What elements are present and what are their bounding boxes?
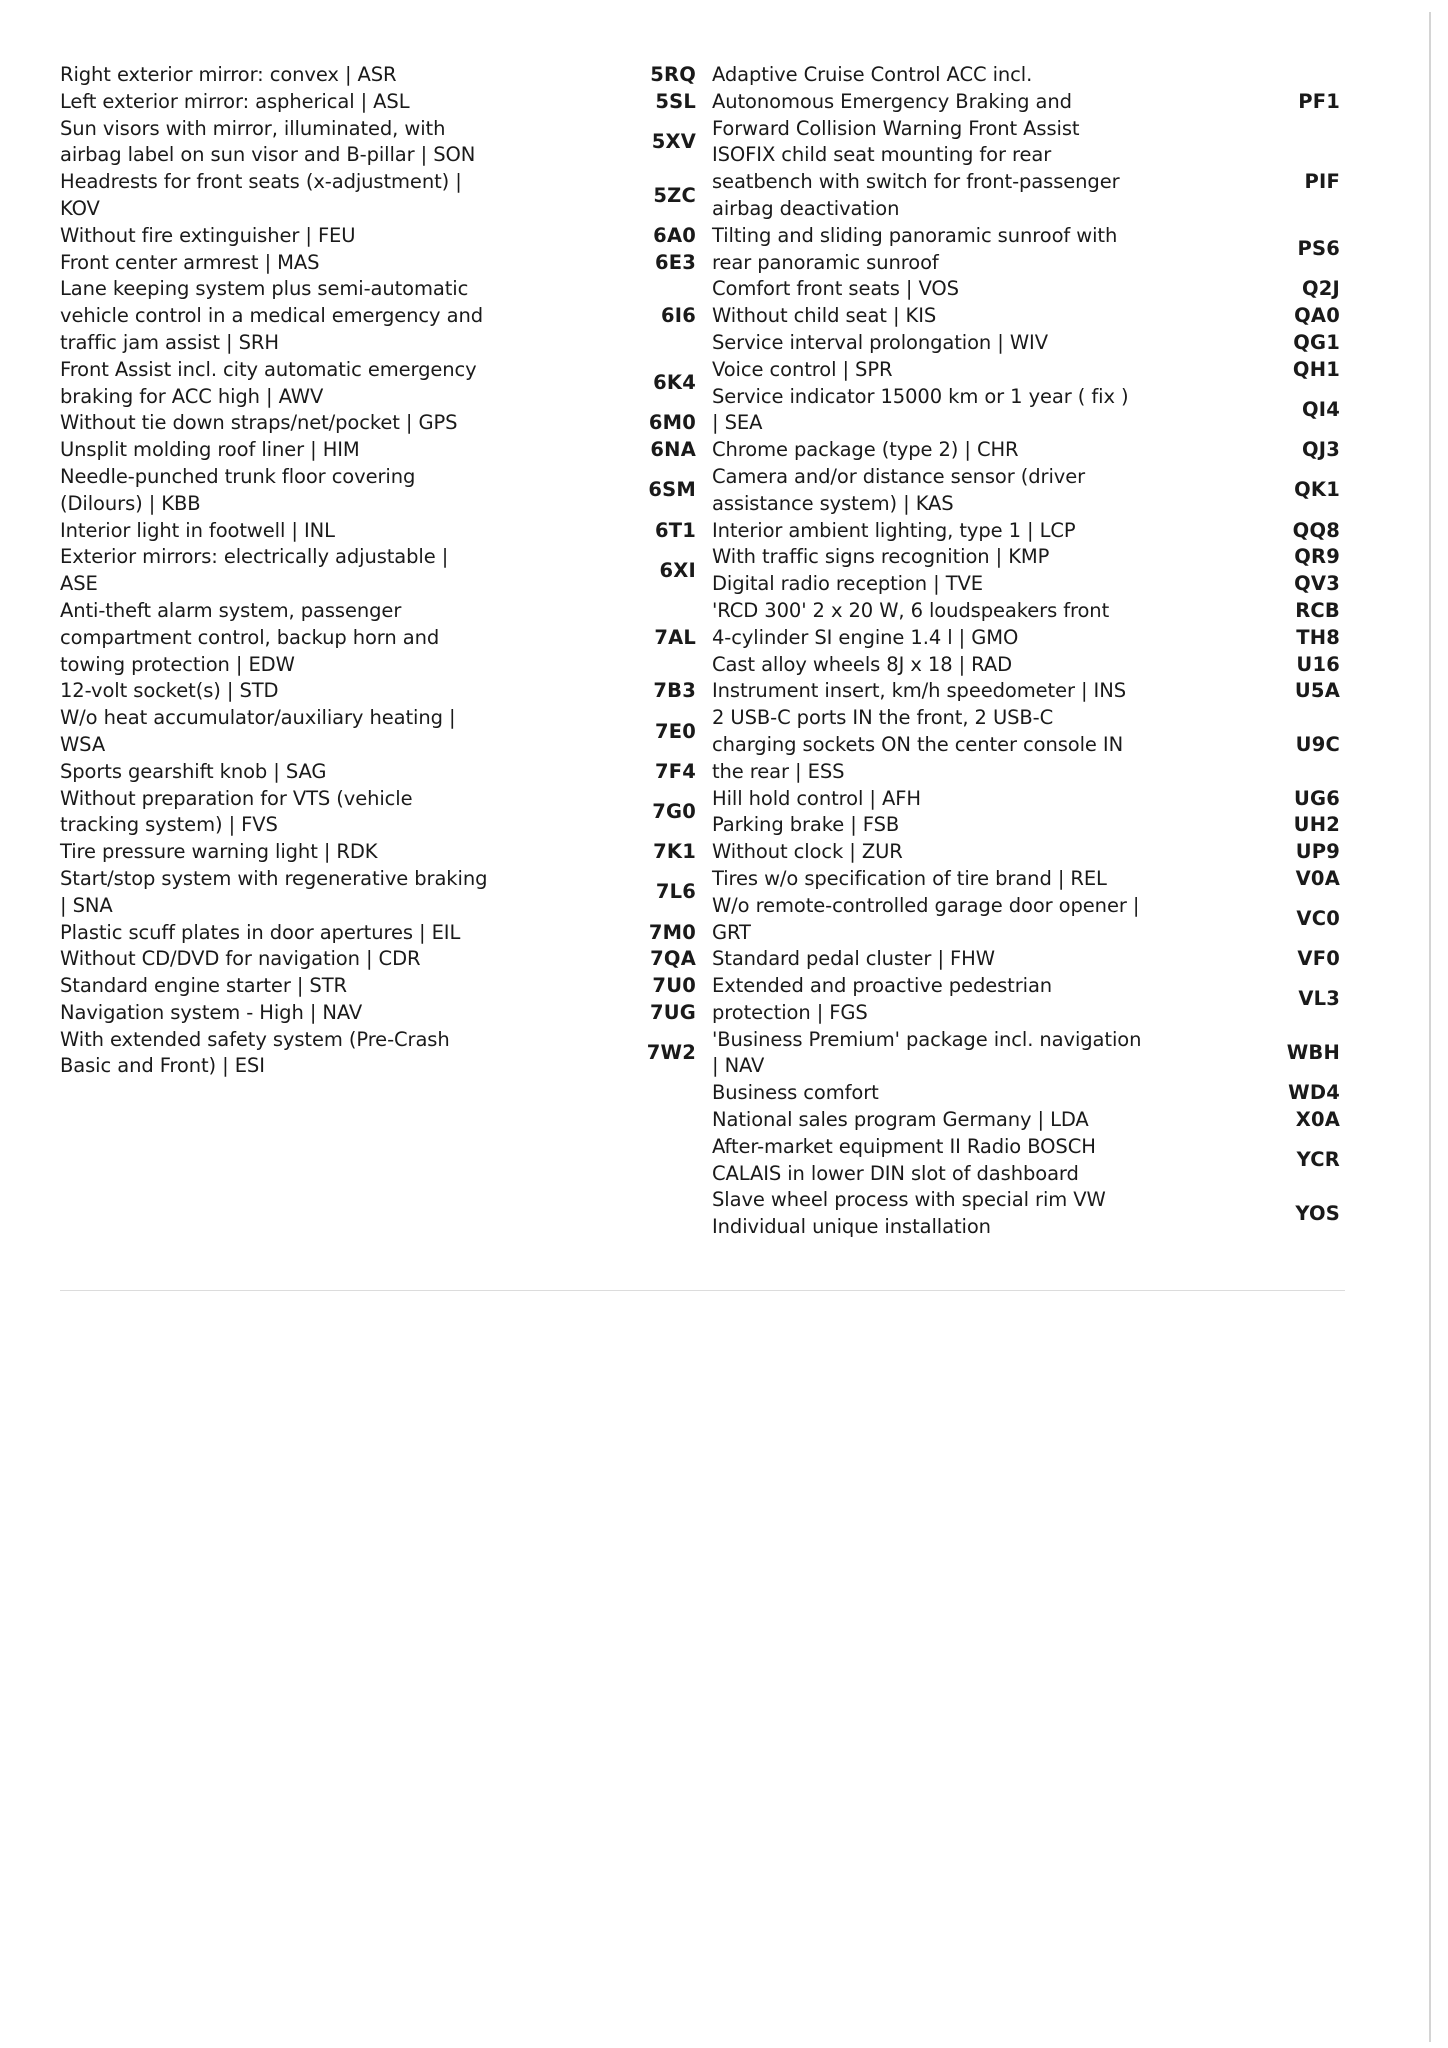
equipment-code: YOS <box>1295 1201 1340 1225</box>
equipment-row <box>60 705 696 759</box>
equipment-description: Voice control | SPR <box>712 357 893 381</box>
equipment-description: Without clock | ZUR <box>712 840 903 864</box>
equipment-description: 12-volt socket(s) | STD <box>60 679 279 703</box>
equipment-row <box>712 544 1344 571</box>
equipment-description: Without tie down straps/net/pocket | GPS <box>60 411 458 435</box>
equipment-row <box>712 946 1344 973</box>
equipment-row <box>712 705 1344 785</box>
equipment-description: Digital radio reception | TVE <box>712 572 984 596</box>
equipment-description: Parking brake | FSB <box>712 813 900 837</box>
equipment-description: Standard pedal cluster | FHW <box>712 947 995 971</box>
equipment-row <box>712 1027 1344 1081</box>
equipment-description: Tilting and sliding panoramic sunroof with rear panoramic sunroof <box>712 223 1118 274</box>
equipment-code: YCR <box>1296 1148 1340 1172</box>
equipment-row <box>60 946 696 973</box>
equipment-code: Q2J <box>1301 277 1340 301</box>
equipment-row <box>60 357 696 411</box>
equipment-description: Adaptive Cruise Control ACC incl. Autonomous Emergency Braking and Forward Collision Warning Front Assist <box>712 63 1080 140</box>
equipment-code: U16 <box>1296 652 1340 676</box>
equipment-row <box>60 839 696 866</box>
equipment-description: W/o heat accumulator/auxiliary heating | WSA <box>60 706 456 756</box>
equipment-description: Front center armrest | MAS <box>60 250 320 274</box>
equipment-row <box>712 357 1344 384</box>
equipment-code: QG1 <box>1293 330 1340 354</box>
equipment-description: Needle-punched trunk floor covering (Dilours) | KBB <box>60 464 416 515</box>
equipment-description: Anti-theft alarm system, passenger compartment control, backup horn and towing protection | EDW <box>60 598 440 676</box>
equipment-description: Cast alloy wheels 8J x 18 | RAD <box>712 652 1012 676</box>
equipment-code: QV3 <box>1294 572 1340 596</box>
equipment-description: Headrests for front seats (x-adjustment) | KOV <box>60 170 462 220</box>
equipment-code: QK1 <box>1294 478 1340 502</box>
equipment-code: 7F4 <box>654 759 696 783</box>
equipment-code: 6XI <box>659 558 696 582</box>
equipment-code: X0A <box>1295 1108 1340 1132</box>
equipment-code: PS6 <box>1297 237 1340 261</box>
equipment-description: Without preparation for VTS (vehicle tracking system) | FVS <box>60 786 413 837</box>
equipment-row <box>60 276 696 356</box>
equipment-row <box>60 598 696 678</box>
equipment-row <box>712 839 1344 866</box>
equipment-description: 4-cylinder SI engine 1.4 l | GMO <box>712 625 1019 649</box>
equipment-code: UP9 <box>1295 840 1340 864</box>
equipment-row <box>712 1187 1344 1241</box>
equipment-description: Sports gearshift knob | SAG <box>60 759 327 783</box>
equipment-code: QI4 <box>1301 397 1340 421</box>
equipment-description: Left exterior mirror: aspherical | ASL <box>60 89 410 113</box>
equipment-row <box>60 250 696 277</box>
equipment-code: U9C <box>1295 732 1340 756</box>
equipment-code: 5RQ <box>650 63 696 86</box>
equipment-code: WD4 <box>1288 1081 1340 1105</box>
equipment-description: 'Business Premium' package incl. navigation | NAV <box>712 1027 1142 1078</box>
equipment-code: 7U0 <box>652 974 696 998</box>
equipment-code: VL3 <box>1298 987 1340 1011</box>
equipment-description: Standard engine starter | STR <box>60 974 347 998</box>
equipment-list-right <box>712 62 1344 1241</box>
equipment-code: 6T1 <box>654 518 696 542</box>
equipment-row <box>60 866 696 920</box>
equipment-row <box>60 169 696 223</box>
equipment-code: UH2 <box>1293 813 1340 837</box>
equipment-row <box>712 786 1344 813</box>
equipment-code: 7E0 <box>654 719 696 743</box>
equipment-code: QR9 <box>1294 545 1340 569</box>
equipment-row <box>712 973 1344 1027</box>
equipment-row <box>60 1027 696 1081</box>
equipment-row <box>712 598 1344 625</box>
equipment-description: Plastic scuff plates in door apertures | EIL <box>60 920 461 944</box>
equipment-code: PF1 <box>1298 89 1340 113</box>
equipment-code: PIF <box>1304 170 1340 194</box>
equipment-code: QA0 <box>1294 304 1340 328</box>
equipment-code: 7G0 <box>652 799 696 823</box>
equipment-code: 7UG <box>649 1000 696 1024</box>
equipment-description: Instrument insert, km/h speedometer | INS <box>712 679 1126 703</box>
equipment-description: Lane keeping system plus semi-automatic vehicle control in a medical emergency and traffic jam assist | SRH <box>60 277 483 354</box>
equipment-description: Chrome package (type 2) | CHR <box>712 438 1019 462</box>
equipment-code: 6I6 <box>661 304 696 328</box>
equipment-description: After-market equipment II Radio BOSCH CALAIS in lower DIN slot of dashboard <box>712 1134 1096 1185</box>
equipment-code: 7AL <box>654 625 696 649</box>
equipment-description: Without child seat | KIS <box>712 304 937 328</box>
scan-page-edge <box>1429 12 1431 2042</box>
equipment-row <box>60 1000 696 1027</box>
equipment-code: 6NA <box>650 438 696 462</box>
equipment-description: Camera and/or distance sensor (driver assistance system) | KAS <box>712 464 1086 515</box>
equipment-code: 7QA <box>650 947 696 971</box>
equipment-row <box>712 678 1344 705</box>
equipment-row <box>712 142 1344 222</box>
equipment-row <box>712 303 1344 330</box>
equipment-row <box>712 464 1344 518</box>
equipment-description: Tire pressure warning light | RDK <box>60 840 378 864</box>
equipment-description: Service indicator 15000 km or 1 year ( fix ) | SEA <box>712 384 1129 435</box>
equipment-description: W/o remote-controlled garage door opener | GRT <box>712 893 1140 944</box>
equipment-description: Interior light in footwell | INL <box>60 518 335 542</box>
equipment-description: Unsplit molding roof liner | HIM <box>60 438 360 462</box>
equipment-list-left <box>60 62 696 1080</box>
equipment-description: Service interval prolongation | WIV <box>712 330 1048 354</box>
equipment-row <box>60 759 696 786</box>
equipment-row <box>712 437 1344 464</box>
equipment-row <box>60 116 696 170</box>
equipment-code: 5ZC <box>653 183 696 207</box>
equipment-row <box>60 518 696 545</box>
horizontal-rule <box>60 1290 1345 1291</box>
equipment-code: QQ8 <box>1292 518 1340 542</box>
equipment-code: 6E3 <box>654 250 696 274</box>
equipment-code: VC0 <box>1296 907 1340 931</box>
equipment-row <box>60 920 696 947</box>
equipment-row <box>60 678 696 705</box>
equipment-code: 7K1 <box>653 840 696 864</box>
equipment-description: Slave wheel process with special rim VW Individual unique installation <box>712 1188 1106 1239</box>
equipment-description: Without CD/DVD for navigation | CDR <box>60 947 421 971</box>
equipment-code: U5A <box>1294 679 1340 703</box>
equipment-description: Start/stop system with regenerative braking | SNA <box>60 866 488 917</box>
equipment-description: ISOFIX child seat mounting for rear seatbench with switch for front-passenger airbag deactivation <box>712 143 1120 220</box>
equipment-code: 7M0 <box>648 920 696 944</box>
equipment-description: With extended safety system (Pre-Crash Basic and Front) | ESI <box>60 1027 450 1078</box>
equipment-description: 2 USB-C ports IN the front, 2 USB-C charging sockets ON the center console IN the rear | ESS <box>712 706 1124 783</box>
equipment-row <box>712 330 1344 357</box>
equipment-code: QJ3 <box>1301 438 1340 462</box>
equipment-row <box>712 518 1344 545</box>
equipment-description: Extended and proactive pedestrian protection | FGS <box>712 974 1053 1024</box>
equipment-code: 7B3 <box>653 679 696 703</box>
equipment-row <box>712 1080 1344 1107</box>
equipment-code: V0A <box>1295 866 1340 890</box>
equipment-code: WBH <box>1286 1041 1340 1065</box>
equipment-code: VF0 <box>1297 947 1340 971</box>
equipment-description: National sales program Germany | LDA <box>712 1108 1089 1132</box>
equipment-row <box>60 464 696 518</box>
equipment-code: 7W2 <box>646 1041 696 1065</box>
equipment-row <box>712 62 1344 142</box>
equipment-description: Hill hold control | AFH <box>712 786 921 810</box>
equipment-row <box>712 812 1344 839</box>
equipment-description: Tires w/o specification of tire brand | REL <box>712 866 1107 890</box>
equipment-description: Interior ambient lighting, type 1 | LCP <box>712 518 1076 542</box>
equipment-row <box>712 571 1344 598</box>
equipment-row <box>712 1107 1344 1134</box>
equipment-description: Exterior mirrors: electrically adjustable | ASE <box>60 545 449 596</box>
equipment-code: TH8 <box>1296 625 1340 649</box>
equipment-description: Comfort front seats | VOS <box>712 277 959 301</box>
equipment-row <box>60 544 696 598</box>
equipment-code: 6K4 <box>653 371 696 395</box>
equipment-row <box>60 410 696 437</box>
equipment-row <box>60 223 696 250</box>
equipment-row <box>712 625 1344 652</box>
equipment-row <box>712 652 1344 679</box>
equipment-row <box>712 893 1344 947</box>
equipment-code: UG6 <box>1293 786 1340 810</box>
equipment-description: 'RCD 300' 2 x 20 W, 6 loudspeakers front <box>712 598 1110 622</box>
equipment-description: Front Assist incl. city automatic emergency braking for ACC high | AWV <box>60 357 477 408</box>
equipment-code: 5SL <box>655 89 696 113</box>
equipment-row <box>712 223 1344 277</box>
equipment-code: 5XV <box>651 129 696 153</box>
equipment-row <box>60 62 696 89</box>
equipment-row <box>60 973 696 1000</box>
equipment-description: With traffic signs recognition | KMP <box>712 545 1050 569</box>
equipment-description: Business comfort <box>712 1081 879 1105</box>
equipment-code: RCB <box>1295 598 1340 622</box>
equipment-row <box>712 1134 1344 1188</box>
equipment-code: 6M0 <box>648 411 696 435</box>
equipment-code: QH1 <box>1292 357 1340 381</box>
equipment-code: 6A0 <box>653 223 696 247</box>
equipment-row <box>60 437 696 464</box>
equipment-description: Right exterior mirror: convex | ASR <box>60 63 397 86</box>
equipment-row <box>60 89 696 116</box>
equipment-row <box>712 276 1344 303</box>
equipment-description: Without fire extinguisher | FEU <box>60 223 356 247</box>
equipment-row <box>60 786 696 840</box>
equipment-code: 7L6 <box>655 880 696 904</box>
equipment-row <box>712 866 1344 893</box>
equipment-description: Sun visors with mirror, illuminated, with airbag label on sun visor and B-pillar | SON <box>60 116 476 167</box>
equipment-description: Navigation system - High | NAV <box>60 1000 363 1024</box>
equipment-code: 6SM <box>648 478 696 502</box>
equipment-row <box>712 384 1344 438</box>
